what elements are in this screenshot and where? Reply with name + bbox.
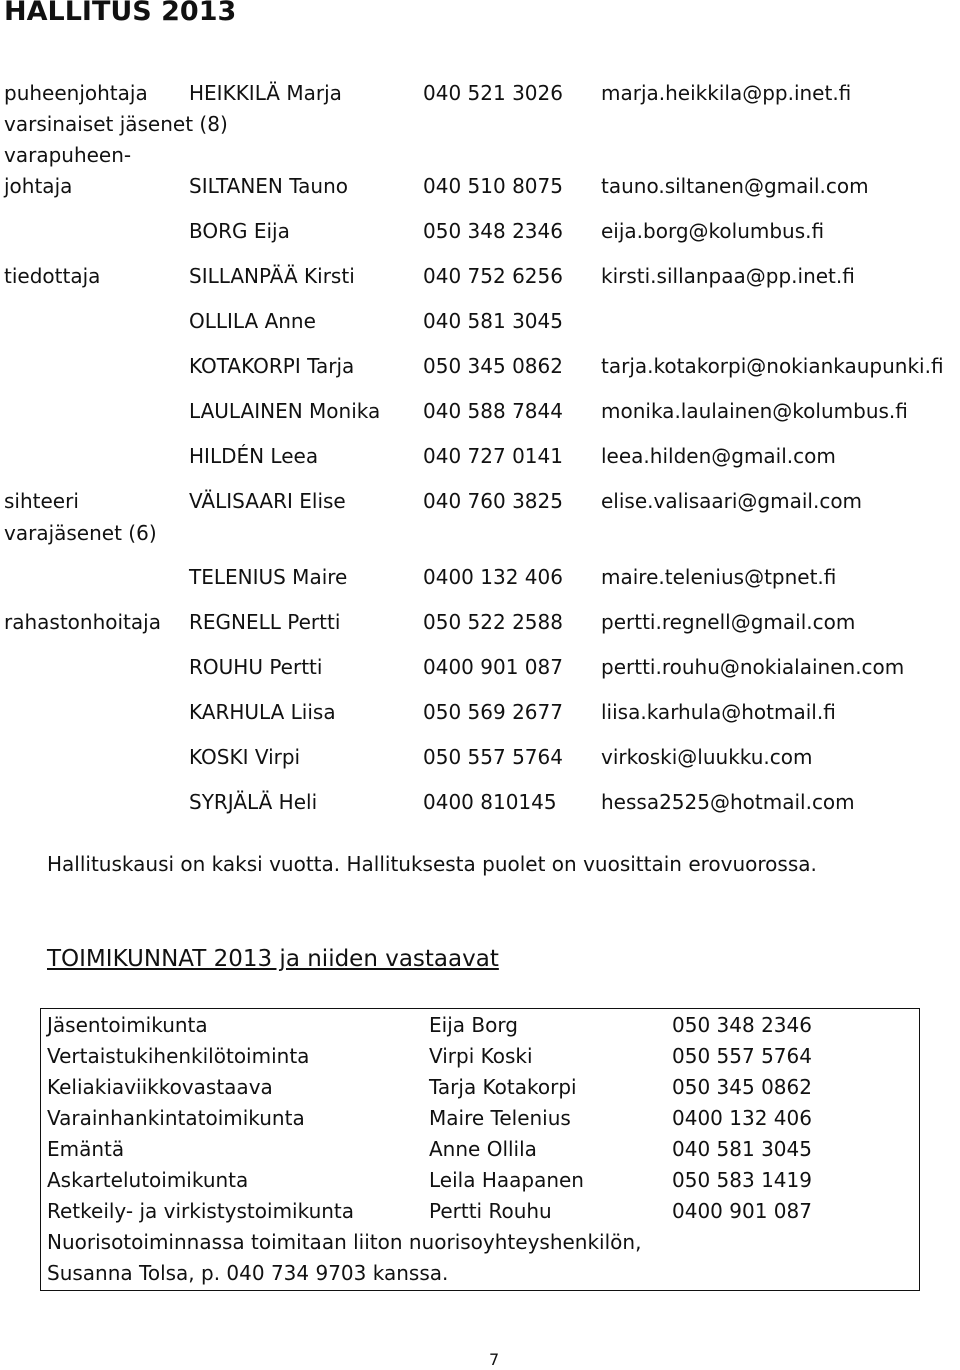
committee-person: Pertti Rouhu: [429, 1199, 552, 1223]
board-role: varapuheen-: [4, 143, 132, 167]
committee-person: Virpi Koski: [429, 1044, 533, 1068]
board-member-email[interactable]: monika.laulainen@kolumbus.fi: [601, 399, 908, 423]
board-member-name: VÄLISAARI Elise: [189, 489, 346, 513]
board-member-phone: 050 569 2677: [423, 700, 563, 724]
board-member-email[interactable]: kirsti.sillanpaa@pp.inet.fi: [601, 264, 855, 288]
board-member-phone: 040 510 8075: [423, 174, 563, 198]
board-member-name: HEIKKILÄ Marja: [189, 81, 342, 105]
page-number: 7: [489, 1350, 500, 1369]
board-member-email[interactable]: liisa.karhula@hotmail.fi: [601, 700, 836, 724]
committee-person: Anne Ollila: [429, 1137, 537, 1161]
board-member-email[interactable]: pertti.regnell@gmail.com: [601, 610, 856, 634]
board-member-phone: 0400 132 406: [423, 565, 563, 589]
committee-person: Tarja Kotakorpi: [429, 1075, 577, 1099]
committee-phone: 050 345 0862: [672, 1075, 812, 1099]
board-member-name: SILLANPÄÄ Kirsti: [189, 264, 355, 288]
committee-name: Keliakiaviikkovastaava: [47, 1075, 273, 1099]
page-title: HALLITUS 2013: [4, 0, 237, 27]
committees-title: TOIMIKUNNAT 2013 ja niiden vastaavat: [47, 946, 499, 972]
board-member-phone: 040 588 7844: [423, 399, 563, 423]
board-role: sihteeri: [4, 489, 79, 513]
board-role: varajäsenet (6): [4, 521, 157, 545]
youth-note-line: Nuorisotoiminnassa toimitaan liiton nuorisoyhteyshenkilön,: [47, 1230, 642, 1254]
board-member-email[interactable]: elise.valisaari@gmail.com: [601, 489, 863, 513]
board-member-phone: 0400 901 087: [423, 655, 563, 679]
board-member-phone: 050 522 2588: [423, 610, 563, 634]
board-role: puheenjohtaja: [4, 81, 148, 105]
board-member-phone: 050 557 5764: [423, 745, 563, 769]
board-member-phone: 040 727 0141: [423, 444, 563, 468]
board-member-name: SYRJÄLÄ Heli: [189, 790, 318, 814]
board-member-name: OLLILA Anne: [189, 309, 316, 333]
board-member-name: ROUHU Pertti: [189, 655, 323, 679]
committee-phone: 050 557 5764: [672, 1044, 812, 1068]
board-member-email[interactable]: tauno.siltanen@gmail.com: [601, 174, 869, 198]
board-member-email[interactable]: tarja.kotakorpi@nokiankaupunki.fi: [601, 354, 944, 378]
term-note: Hallituskausi on kaksi vuotta. Hallituksesta puolet on vuosittain erovuorossa.: [47, 852, 817, 876]
board-role: varsinaiset jäsenet (8): [4, 112, 228, 136]
board-member-name: LAULAINEN Monika: [189, 399, 381, 423]
committee-name: Askartelutoimikunta: [47, 1168, 249, 1192]
committee-phone: 0400 132 406: [672, 1106, 812, 1130]
board-member-name: KOSKI Virpi: [189, 745, 301, 769]
committee-name: Emäntä: [47, 1137, 125, 1161]
board-member-email[interactable]: hessa2525@hotmail.com: [601, 790, 855, 814]
board-member-email[interactable]: leea.hilden@gmail.com: [601, 444, 836, 468]
board-member-name: KARHULA Liisa: [189, 700, 336, 724]
committee-person: Leila Haapanen: [429, 1168, 584, 1192]
committee-phone: 040 581 3045: [672, 1137, 812, 1161]
board-role: tiedottaja: [4, 264, 101, 288]
board-member-name: BORG Eija: [189, 219, 290, 243]
committee-phone: 050 583 1419: [672, 1168, 812, 1192]
committee-phone: 0400 901 087: [672, 1199, 812, 1223]
board-member-phone: 040 521 3026: [423, 81, 563, 105]
board-member-email[interactable]: marja.heikkila@pp.inet.fi: [601, 81, 852, 105]
board-member-phone: 050 345 0862: [423, 354, 563, 378]
board-member-email[interactable]: pertti.rouhu@nokialainen.com: [601, 655, 905, 679]
committee-name: Vertaistukihenkilötoiminta: [47, 1044, 310, 1068]
board-member-name: REGNELL Pertti: [189, 610, 341, 634]
board-member-phone: 040 752 6256: [423, 264, 563, 288]
board-role: johtaja: [4, 174, 73, 198]
committee-name: Jäsentoimikunta: [47, 1013, 208, 1037]
board-member-name: SILTANEN Tauno: [189, 174, 348, 198]
board-member-email[interactable]: eija.borg@kolumbus.fi: [601, 219, 825, 243]
committee-person: Eija Borg: [429, 1013, 518, 1037]
board-member-phone: 040 760 3825: [423, 489, 563, 513]
board-member-phone: 0400 810145: [423, 790, 557, 814]
board-member-email[interactable]: maire.telenius@tpnet.fi: [601, 565, 837, 589]
board-member-phone: 050 348 2346: [423, 219, 563, 243]
committee-person: Maire Telenius: [429, 1106, 571, 1130]
board-member-name: HILDÉN Leea: [189, 444, 319, 468]
board-member-phone: 040 581 3045: [423, 309, 563, 333]
committee-name: Retkeily- ja virkistystoimikunta: [47, 1199, 355, 1223]
committee-phone: 050 348 2346: [672, 1013, 812, 1037]
youth-note-line: Susanna Tolsa, p. 040 734 9703 kanssa.: [47, 1261, 449, 1285]
board-member-name: TELENIUS Maire: [189, 565, 348, 589]
board-member-email[interactable]: virkoski@luukku.com: [601, 745, 813, 769]
board-role: rahastonhoitaja: [4, 610, 161, 634]
board-member-name: KOTAKORPI Tarja: [189, 354, 355, 378]
committee-name: Varainhankintatoimikunta: [47, 1106, 305, 1130]
